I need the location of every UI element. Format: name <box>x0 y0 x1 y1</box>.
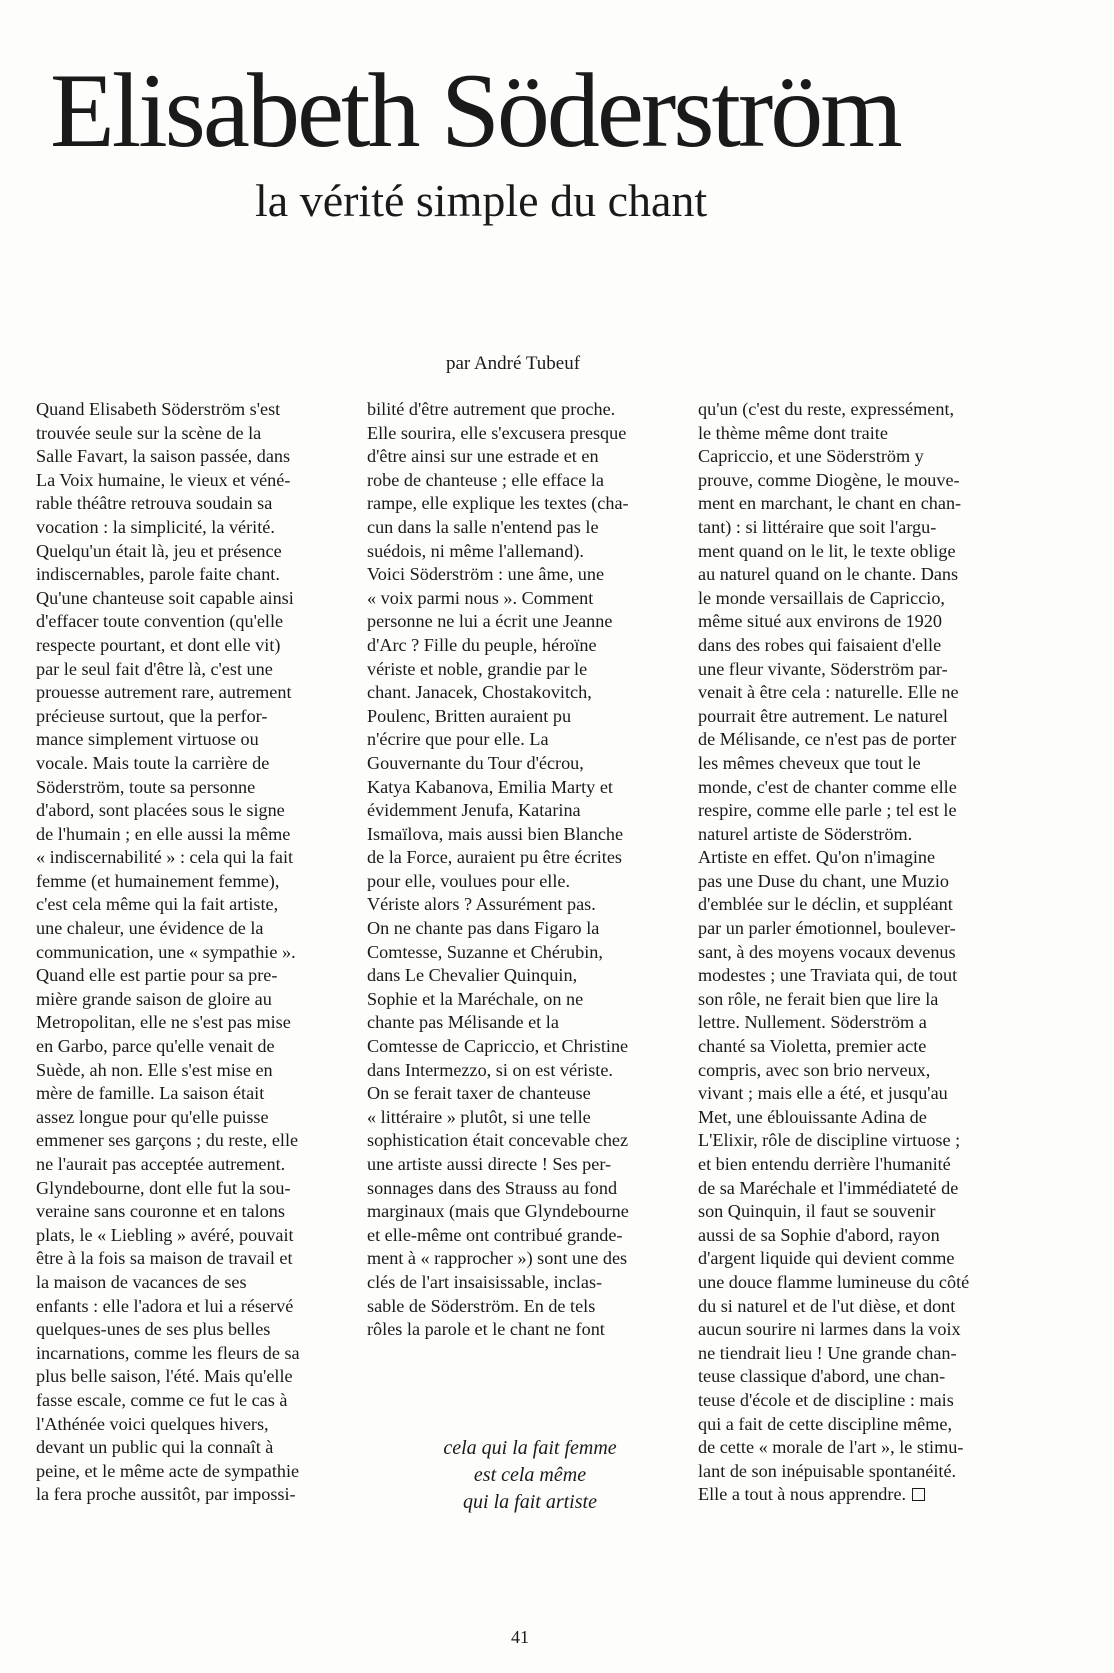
text-line: le monde versaillais de Capriccio, <box>698 587 945 608</box>
text-line: Comtesse de Capriccio, et Christine <box>367 1036 629 1057</box>
text-line: quelques-unes de ses plus belles <box>36 1319 271 1340</box>
text-line: d'abord, sont placées sous le signe <box>36 800 285 821</box>
text-line: L'Elixir, rôle de discipline virtuose ; <box>698 1130 961 1151</box>
page-number: 41 <box>511 1627 529 1647</box>
text-line: prouesse autrement rare, autrement <box>36 682 292 703</box>
text-line: c'est cela même qui la fait artiste, <box>36 894 279 915</box>
text-line: sonnages dans des Strauss au fond <box>367 1177 618 1198</box>
text-line: rable théâtre retrouva soudain sa <box>36 493 273 514</box>
text-line: communication, une « sympathie ». <box>36 941 296 962</box>
text-line: « littéraire » plutôt, si une telle <box>367 1106 591 1127</box>
text-line: sable de Söderström. En de tels <box>367 1295 596 1316</box>
text-line: mière grande saison de gloire au <box>36 988 272 1009</box>
text-line: monde, c'est de chanter comme elle <box>698 776 957 797</box>
article-title: Elisabeth Söderström <box>50 52 900 169</box>
text-line: Quand elle est partie pour sa pre- <box>36 965 278 986</box>
text-line: On se ferait taxer de chanteuse <box>367 1083 591 1104</box>
text-line: « indiscernabilité » : cela qui la fait <box>36 847 294 868</box>
text-line: vériste et noble, grandie par le <box>367 658 588 679</box>
text-line: dans des robes qui faisaient d'elle <box>698 634 942 655</box>
text-line: ment quand on le lit, le texte oblige <box>698 540 956 561</box>
pull-quote <box>380 1435 680 1516</box>
text-line: Comtesse, Suzanne et Chérubin, <box>367 941 603 962</box>
text-line: d'être ainsi sur une estrade et en <box>367 446 599 467</box>
text-line: ment en marchant, le chant en chan- <box>698 493 962 514</box>
text-line: chanté sa Violetta, premier acte <box>698 1036 927 1057</box>
text-line: par un parler émotionnel, boulever- <box>698 918 956 939</box>
text-line: Voici Söderström : une âme, une <box>367 564 605 585</box>
text-line: vocation : la simplicité, la vérité. <box>36 516 275 537</box>
text-line: de l'humain ; en elle aussi la même <box>36 823 291 844</box>
text-line: même situé aux environs de 1920 <box>698 611 942 632</box>
text-line: compris, avec son brio nerveux, <box>698 1059 931 1080</box>
text-line: en Garbo, parce qu'elle venait de <box>36 1036 275 1057</box>
text-line: incarnations, comme les fleurs de sa <box>36 1342 300 1363</box>
text-line: La Voix humaine, le vieux et véné- <box>36 469 291 490</box>
text-line: d'emblée sur le déclin, et suppléant <box>698 894 953 915</box>
text-line: ment à « rapprocher ») sont une des <box>367 1248 628 1269</box>
text-column-1 <box>36 398 356 1507</box>
text-line: n'écrire que pour elle. La <box>367 729 549 750</box>
text-line: du si naturel et de l'ut dièse, et dont <box>698 1295 956 1316</box>
text-line: de cette « morale de l'art », le stimu- <box>698 1437 964 1458</box>
text-line: qui a fait de cette discipline même, <box>698 1413 953 1434</box>
text-line: Poulenc, Britten auraient pu <box>367 705 572 726</box>
text-line: tant) : si littéraire que soit l'argu- <box>698 516 937 537</box>
text-line: vivant ; mais elle a été, et jusqu'au <box>698 1083 948 1104</box>
text-line: aussi de sa Sophie d'abord, rayon <box>698 1224 940 1245</box>
text-line: d'Arc ? Fille du peuple, héroïne <box>367 634 597 655</box>
text-line: d'argent liquide qui devient comme <box>698 1248 955 1269</box>
text-line: Quelqu'un était là, jeu et présence <box>36 540 282 561</box>
text-line: Katya Kabanova, Emilia Marty et <box>367 776 613 797</box>
text-line: Qu'une chanteuse soit capable ainsi <box>36 587 294 608</box>
pull-quote-line: qui la fait artiste <box>463 1491 597 1513</box>
pull-quote-line: est cela même <box>473 1464 587 1486</box>
text-line: de la Force, auraient pu être écrites <box>367 847 622 868</box>
text-line: Glyndebourne, dont elle fut la sou- <box>36 1177 291 1198</box>
text-line: sant, à des moyens vocaux devenus <box>698 941 956 962</box>
text-line: le thème même dont traite <box>698 422 888 443</box>
text-line: cun dans la salle n'entend pas le <box>367 516 599 537</box>
text-line: marginaux (mais que Glyndebourne <box>367 1201 629 1222</box>
text-line: teuse classique d'abord, une chan- <box>698 1366 946 1387</box>
text-line: Elle a tout à nous apprendre. <box>698 1483 1028 1507</box>
text-line: venait à être cela : naturelle. Elle ne <box>698 682 959 703</box>
text-line: de sa Maréchale et l'immédiateté de <box>698 1177 959 1198</box>
text-line: indiscernables, parole faite chant. <box>36 564 280 585</box>
text-line: aucun sourire ni larmes dans la voix <box>698 1319 961 1340</box>
text-line: Ismaïlova, mais aussi bien Blanche <box>367 823 624 844</box>
text-line: plus belle saison, l'été. Mais qu'elle <box>36 1366 293 1387</box>
text-line: chante pas Mélisande et la <box>367 1012 559 1033</box>
text-line: son rôle, ne ferait bien que lire la <box>698 988 939 1009</box>
text-line: et bien entendu derrière l'humanité <box>698 1154 951 1174</box>
text-line: au naturel quand on le chante. Dans <box>698 564 959 585</box>
text-line: assez longue pour qu'elle puisse <box>36 1106 269 1127</box>
text-line: mance simplement virtuose ou <box>36 729 259 750</box>
text-line: teuse d'école et de discipline : mais <box>698 1389 954 1410</box>
text-line: Söderström, toute sa personne <box>36 776 256 797</box>
text-line: ne tiendrait lieu ! Une grande chan- <box>698 1342 957 1363</box>
text-line: l'Athénée voici quelques hivers, <box>36 1413 269 1434</box>
text-line: dans Le Chevalier Quinquin, <box>367 965 578 986</box>
text-line: peine, et le même acte de sympathie <box>36 1460 300 1481</box>
text-line: précieuse surtout, que la perfor- <box>36 705 268 726</box>
article-subtitle: la vérité simple du chant <box>255 175 708 226</box>
text-line: d'effacer toute convention (qu'elle <box>36 611 284 632</box>
text-line: les mêmes cheveux que tout le <box>698 752 921 773</box>
text-line: Quand Elisabeth Söderström s'est <box>36 399 281 419</box>
text-line: trouvée seule sur la scène de la <box>36 422 262 443</box>
text-line: emmener ses garçons ; du reste, elle <box>36 1130 299 1151</box>
text-line: respecte pourtant, et dont elle vit) <box>36 634 281 655</box>
text-line: « voix parmi nous ». Comment <box>367 587 594 608</box>
text-line: veraine sans couronne et en talons <box>36 1201 285 1222</box>
text-line: évidemment Jenufa, Katarina <box>367 800 581 821</box>
text-line: vocale. Mais toute la carrière de <box>36 752 270 773</box>
pull-quote-line: cela qui la fait femme <box>443 1437 617 1459</box>
text-line: de Mélisande, ce n'est pas de porter <box>698 729 957 750</box>
text-line: Sophie et la Maréchale, on ne <box>367 988 584 1009</box>
text-line: pour elle, voulues pour elle. <box>367 870 571 891</box>
text-line: bilité d'être autrement que proche. <box>367 399 616 419</box>
text-line: robe de chanteuse ; elle efface la <box>367 469 604 490</box>
text-line: plats, le « Liebling » avéré, pouvait <box>36 1224 294 1245</box>
text-line: sophistication était concevable chez <box>367 1130 629 1151</box>
text-line: Salle Favart, la saison passée, dans <box>36 446 291 467</box>
text-line: une chaleur, une évidence de la <box>36 918 264 939</box>
text-line: la fera proche aussitôt, par impossi- <box>36 1484 296 1505</box>
text-line: dans Intermezzo, si on est vériste. <box>367 1059 613 1080</box>
text-line: enfants : elle l'adora et lui a réservé <box>36 1295 294 1316</box>
text-line: femme (et humainement femme), <box>36 870 280 891</box>
text-line: pas une Duse du chant, une Muzio <box>698 870 950 891</box>
text-line: mère de famille. La saison était <box>36 1083 265 1104</box>
byline: par André Tubeuf <box>446 353 581 374</box>
text-line: une artiste aussi directe ! Ses per- <box>367 1154 612 1174</box>
text-line: personne ne lui a écrit une Jeanne <box>367 611 613 632</box>
text-line: Capriccio, et une Söderström y <box>698 446 924 467</box>
text-line: rampe, elle explique les textes (cha- <box>367 493 629 514</box>
text-line: Gouvernante du Tour d'écrou, <box>367 752 584 773</box>
text-column-3 <box>698 398 1028 1507</box>
text-line: et elle-même ont contribué grande- <box>367 1224 623 1245</box>
text-line: qu'un (c'est du reste, expressément, <box>698 399 955 419</box>
text-line: une douce flamme lumineuse du côté <box>698 1271 970 1292</box>
text-line: Metropolitan, elle ne s'est pas mise <box>36 1012 291 1033</box>
text-line: Met, une éblouissante Adina de <box>698 1106 927 1127</box>
text-line: Vériste alors ? Assurément pas. <box>367 894 596 915</box>
text-line: clés de l'art insaisissable, inclas- <box>367 1271 603 1292</box>
text-column-2 <box>367 398 677 1342</box>
text-line: fasse escale, comme ce fut le cas à <box>36 1389 288 1410</box>
text-line: rôles la parole et le chant ne font <box>367 1319 605 1340</box>
text-line: être à la fois sa maison de travail et <box>36 1248 293 1269</box>
text-line: Artiste en effet. Qu'on n'imagine <box>698 847 936 868</box>
text-line: par le seul fait d'être là, c'est une <box>36 658 273 679</box>
end-mark-icon <box>912 1488 925 1501</box>
text-line: Elle sourira, elle s'excusera presque <box>367 422 627 443</box>
text-line: lant de son inépuisable spontanéité. <box>698 1460 957 1481</box>
text-line: une fleur vivante, Söderström par- <box>698 658 948 679</box>
text-line: chant. Janacek, Chostakovitch, <box>367 682 592 703</box>
text-line: ne l'aurait pas acceptée autrement. <box>36 1154 286 1174</box>
text-line: modestes ; une Traviata qui, de tout <box>698 965 958 986</box>
text-line: suédois, ni même l'allemand). <box>367 540 584 561</box>
text-line: naturel artiste de Söderström. <box>698 823 913 844</box>
text-line: Suède, ah non. Elle s'est mise en <box>36 1059 273 1080</box>
text-line: prouve, comme Diogène, le mouve- <box>698 469 960 490</box>
text-line: respire, comme elle parle ; tel est le <box>698 800 957 821</box>
text-line: pourrait être autrement. Le naturel <box>698 705 948 726</box>
text-line: la maison de vacances de ses <box>36 1271 247 1292</box>
text-line: son Quinquin, il faut se souvenir <box>698 1201 936 1222</box>
text-line: On ne chante pas dans Figaro la <box>367 918 600 939</box>
text-line: devant un public qui la connaît à <box>36 1437 274 1458</box>
text-line: lettre. Nullement. Söderström a <box>698 1012 927 1033</box>
